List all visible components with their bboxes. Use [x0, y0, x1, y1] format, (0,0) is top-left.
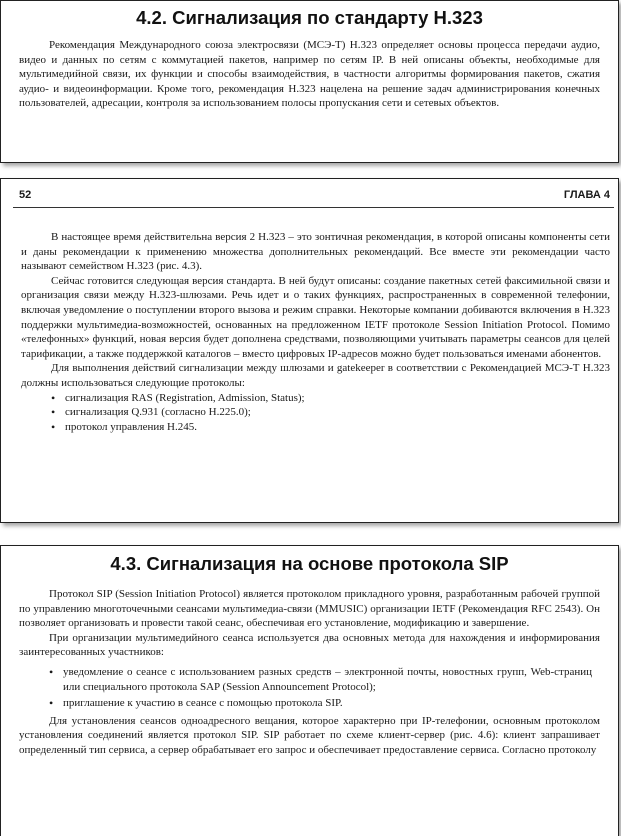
paragraph: Для выполнения действий сигнализации между шлюзами и gatekeeper в соответствии с Рекомендацией МСЭ-Т H.323 должны использоваться следующие протоколы:: [21, 362, 610, 389]
page-52-panel: [0, 178, 619, 523]
paragraph: Протокол SIP (Session Initiation Protocol) является протоколом прикладного уровня, разработанным рабочей группой по управлению многоточечными сеансами мультимедиа-связи (MMUSIC) организации IETF (Рекомендация RFC 2543). Он позволяет организовать и провести такой сеанс, обеспечивая его установление, модификацию и завершение.: [19, 588, 600, 630]
paragraph: Для установления сеансов одноадресного вещания, которое характерно при IP-телефонии, основным протоколом установления соединений является протокол SIP. SIP работает по схеме клиент-сервер (рис. 4.6): клиент запрашивает определенный тип сервиса, а сервер обрабатывает его запрос и обеспечивает предоставление сервиса. Согласно протоколу: [19, 714, 600, 756]
section-4-3-body: [1, 575, 618, 758]
running-header: [1, 179, 618, 201]
section-4-2-body: [1, 29, 618, 111]
list-item: • уведомление о сеансе с использованием разных средств – электронной почты, новостных групп, Web-страниц или специального протокола SAP (Session Announcement Protocol);: [49, 665, 592, 694]
method-list: [19, 665, 600, 711]
paragraph: В настоящее время действительна версия 2 H.323 – это зонтичная рекомендация, в которой описаны компоненты сети и даны рекомендации к применению множества дополнительных рекомендаций. Все вместе эти рекомендации часто называют семейством H.323 (рис. 4.3).: [21, 231, 610, 273]
section-4-2-heading: 4.2. Сигнализация по стандарту H.323: [136, 7, 483, 28]
page-number: 52: [19, 189, 32, 201]
chapter-label: ГЛАВА 4: [563, 189, 610, 201]
list-item: • протокол управления H.245.: [51, 420, 610, 435]
list-item: • сигнализация Q.931 (согласно H.225.0);: [51, 405, 610, 420]
section-4-3-heading: 4.3. Сигнализация на основе протокола SIP: [110, 553, 509, 574]
page-52-body: [1, 208, 618, 434]
section-4-2-paragraph: Рекомендация Международного союза электросвязи (МСЭ-Т) H.323 определяет основы процесса передачи аудио, видео и данных по сетям с коммутацией пакетов, например по сетям IP. В ней описаны объекты, необходимые для мультимедийной связи, их функции и способы взаимодействия, в частности алгоритмы формирования пакетов, сжатия аудио- и видеоинформации. Кроме того, рекомендация H.323 нацелена на решение задач администрирования конечных пользователей, адресации, контроля за использованием полосы пропускания сети и сетевых объектов.: [19, 39, 600, 110]
paragraph: Сейчас готовится следующая версия стандарта. В ней будут описаны: создание пакетных сетей факсимильной связи и организация связи между H.323-шлюзами. Речь идет и о таких функциях, распространенных в современной телефонии, включая уведомление о поступлении второго вызова и режим справки. Некоторые компании добиваются включения в H.323 поддержки мультимедиа-возможностей, основанных на предложенном IETF протоколе Session Initiation Protocol. Помимо «телефонных» функций, новая версия будет дополнена средствами, позволяющими учитывать параметры сеансов для целей тарификации, а также поддержкой каталогов – вместо цифровых IP-адресов можно будет пользоваться именами абонентов.: [21, 274, 610, 360]
paragraph: При организации мультимедийного сеанса используется два основных метода для нахождения и информирования заинтересованных участников:: [19, 631, 600, 659]
protocol-list: [21, 391, 610, 435]
list-item: • приглашение к участию в сеансе с помощью протокола SIP.: [49, 696, 592, 711]
list-item: • сигнализация RAS (Registration, Admission, Status);: [51, 391, 610, 406]
section-4-3-panel: [0, 545, 619, 836]
section-4-2-panel: [0, 0, 619, 163]
